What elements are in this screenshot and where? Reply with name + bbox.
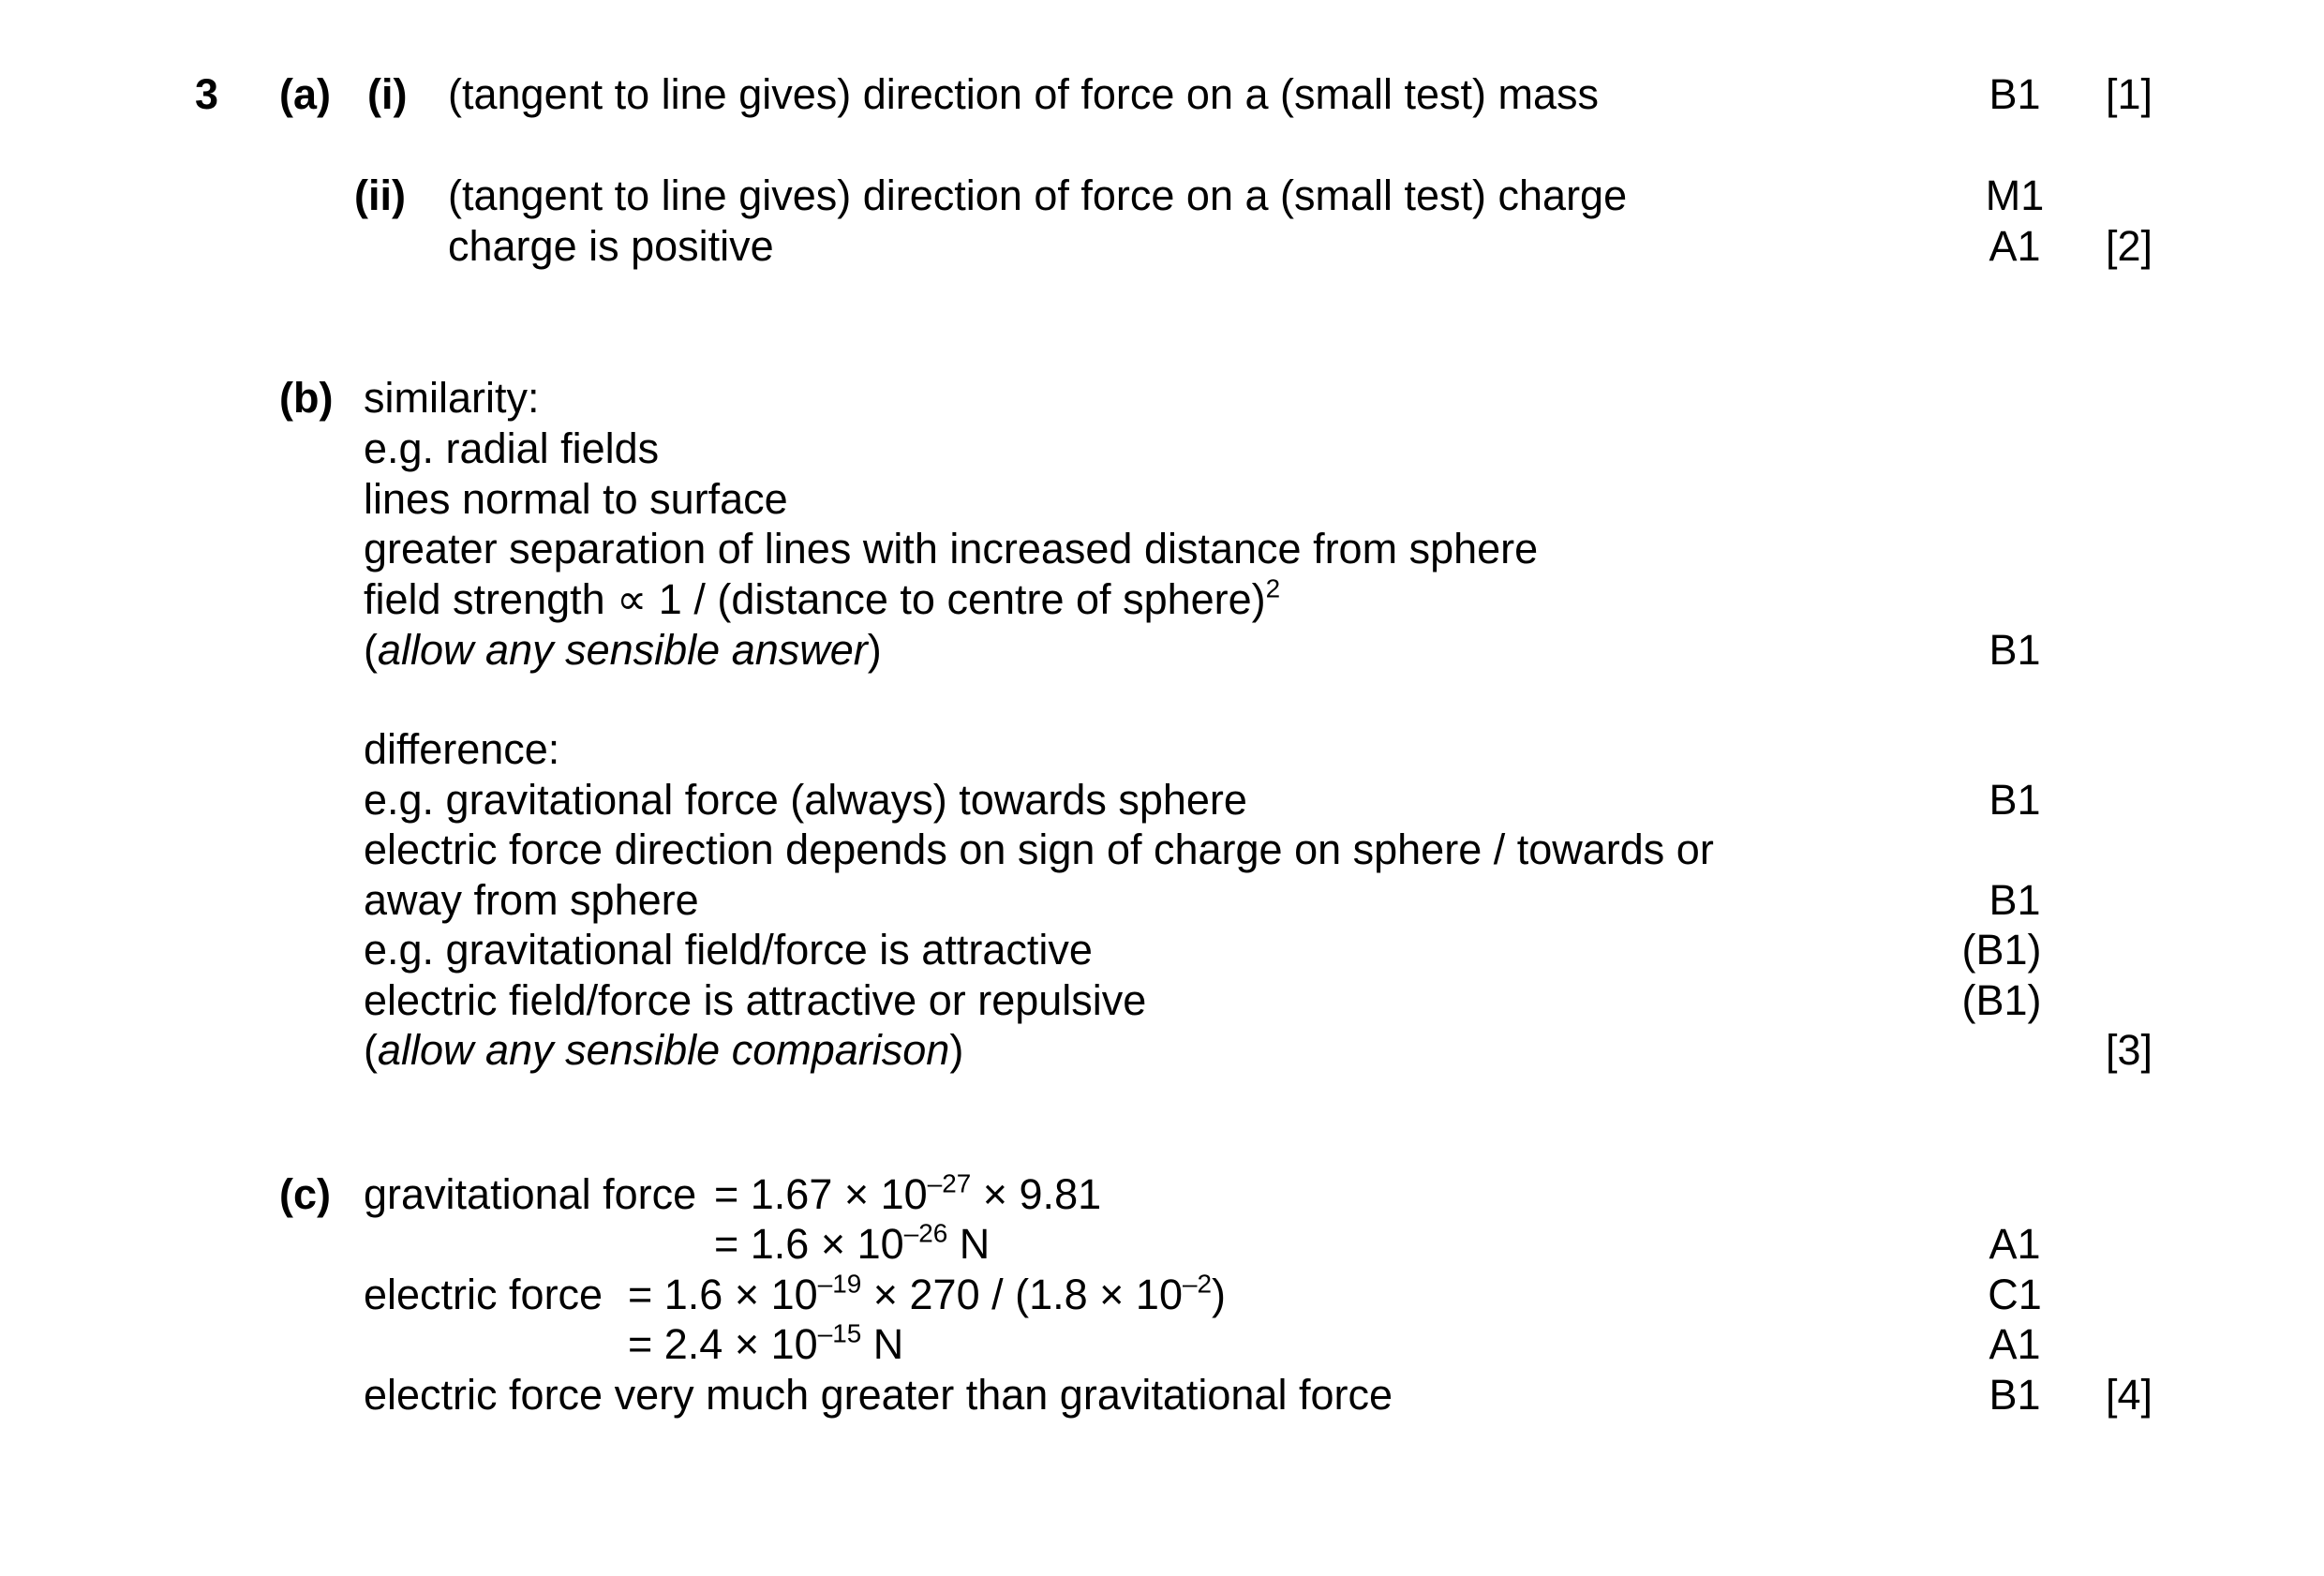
similarity-line: greater separation of lines with increased distance from sphere (364, 525, 1539, 572)
part-a-i-text: (tangent to line gives) direction of force on a (small test) mass (448, 70, 1600, 118)
difference-mark-3: B1 (1989, 876, 2041, 924)
similarity-line: lines normal to surface (364, 475, 788, 523)
similarity-mark: B1 (1989, 626, 2041, 674)
elec-eq1-mid: × 270 / (1.8 × 10 (861, 1271, 1183, 1318)
allow-comparison-close: ) (949, 1026, 964, 1074)
electric-mark-2: A1 (1989, 1320, 2041, 1368)
conclusion-mark: B1 (1989, 1371, 2041, 1419)
difference-mark-5: (B1) (1961, 976, 2042, 1024)
allow-comparison-italic: allow any sensible comparison (378, 1026, 950, 1074)
difference-line-1: e.g. gravitational force (always) towards sphere (364, 776, 1247, 824)
part-b-label: (b) (279, 374, 334, 422)
part-a-ii-line2: charge is positive (448, 222, 774, 270)
electric-force-label: electric force (364, 1271, 603, 1318)
conclusion-text: electric force very much greater than gravitational force (364, 1371, 1393, 1419)
elec-eq1-exponent-1: –19 (817, 1269, 862, 1299)
elec-eq1-exponent-2: –2 (1183, 1269, 1213, 1299)
grav-eq2-post: N (947, 1220, 991, 1268)
field-strength-line (364, 573, 1281, 623)
allow-answer-note (364, 626, 882, 674)
part-a-i-mark: B1 (1989, 70, 2041, 118)
difference-mark-4: (B1) (1961, 926, 2042, 974)
part-a-i-total: [1] (2105, 70, 2153, 118)
difference-line-2: electric force direction depends on sign of charge on sphere / towards or (364, 825, 1714, 873)
grav-eq2-exponent: –26 (903, 1218, 948, 1248)
difference-line-3: away from sphere (364, 876, 699, 924)
question-number: 3 (195, 70, 219, 118)
elec-eq2-post: N (861, 1320, 904, 1368)
part-c-label: (c) (279, 1170, 331, 1218)
part-a-ii-total: [2] (2105, 222, 2153, 270)
part-a-i-label: (i) (367, 70, 408, 118)
part-c-total: [4] (2105, 1371, 2153, 1419)
part-a-ii-line1: (tangent to line gives) direction of force on a (small test) charge (448, 171, 1628, 219)
gravitational-mark: A1 (1989, 1220, 2041, 1268)
difference-line-4: e.g. gravitational field/force is attractive (364, 926, 1093, 974)
gravitational-equation-2 (714, 1218, 991, 1268)
difference-line-5: electric field/force is attractive or repulsive (364, 976, 1147, 1024)
elec-eq1-post: ) (1212, 1271, 1227, 1318)
allow-comparison-note (364, 1026, 964, 1074)
gravitational-equation-1 (714, 1168, 1102, 1218)
electric-mark-1: C1 (1988, 1271, 2042, 1318)
part-a-ii-label: (ii) (354, 171, 406, 219)
part-b-total: [3] (2105, 1026, 2153, 1074)
similarity-line: e.g. radial fields (364, 424, 660, 472)
allow-answer-italic: allow any sensible answer (378, 626, 868, 674)
grav-eq1-exponent: –27 (927, 1168, 972, 1198)
elec-eq1-pre: = 1.6 × 10 (628, 1271, 818, 1318)
grav-eq1-pre: = 1.67 × 10 (714, 1170, 928, 1218)
similarity-heading: similarity: (364, 374, 540, 422)
field-strength-exponent: 2 (1265, 573, 1281, 603)
electric-equation-1 (628, 1269, 1227, 1318)
grav-eq1-post: × 9.81 (971, 1170, 1102, 1218)
part-a-label: (a) (279, 70, 331, 118)
elec-eq2-pre: = 2.4 × 10 (628, 1320, 818, 1368)
part-a-ii-mark1: M1 (1985, 171, 2045, 219)
elec-eq2-exponent: –15 (817, 1318, 862, 1348)
allow-answer-close: ) (867, 626, 882, 674)
difference-heading: difference: (364, 725, 560, 773)
electric-equation-2 (628, 1318, 904, 1368)
grav-eq2-pre: = 1.6 × 10 (714, 1220, 904, 1268)
field-strength-text: field strength ∝ 1 / (distance to centre of sphere) (364, 575, 1266, 623)
part-a-ii-mark2: A1 (1989, 222, 2041, 270)
difference-mark-1: B1 (1989, 776, 2041, 824)
allow-answer-open: ( (364, 626, 378, 674)
gravitational-force-label: gravitational force (364, 1170, 697, 1218)
allow-comparison-open: ( (364, 1026, 378, 1074)
